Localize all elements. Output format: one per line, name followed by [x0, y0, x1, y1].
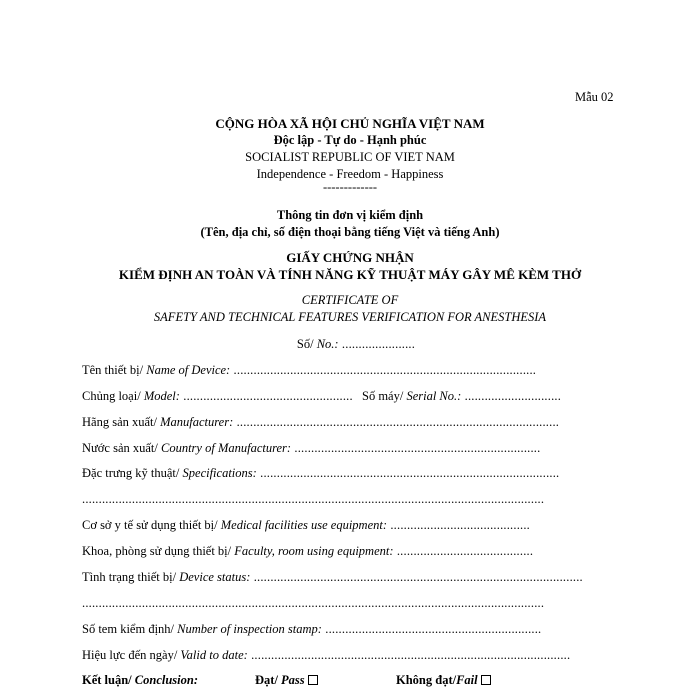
field-device-status-continuation — [82, 596, 544, 611]
pass-checkbox[interactable] — [308, 675, 318, 685]
certificate-title-en-line2: SAFETY AND TECHNICAL FEATURES VERIFICATION FOR ANESTHESIA — [153, 310, 547, 324]
conclusion-label — [82, 673, 198, 688]
fail-label-en: Fail — [456, 673, 478, 687]
certificate-title-en-line1: CERTIFICATE OF — [301, 293, 399, 307]
pass-label-en: Pass — [281, 673, 305, 687]
field-label-en: Model: — [143, 389, 180, 403]
field-device-name — [82, 363, 536, 378]
field-medical-facility — [82, 518, 530, 533]
field-inspection-stamp — [82, 622, 541, 637]
field-label-en: Faculty, room using equipment: — [234, 544, 394, 558]
fail-label-vi: Không đạt/ — [396, 673, 457, 687]
field-label-en: Number of inspection stamp: — [177, 622, 322, 636]
field-dots: ........................................................................................................................................... — [82, 596, 545, 610]
field-model — [82, 389, 353, 404]
field-label-en: Country of Manufacturer: — [161, 441, 292, 455]
field-serial — [362, 389, 561, 404]
field-label-en: Specifications: — [182, 466, 257, 480]
field-dots: ................................................................. — [321, 622, 542, 636]
pass-option[interactable] — [255, 673, 318, 688]
field-label-vi: Tình trạng thiết bị/ — [82, 570, 180, 584]
field-dots: ......................................... — [393, 544, 534, 558]
field-manufacturer — [82, 415, 559, 430]
org-info-title: Thông tin đơn vị kiểm định — [276, 208, 424, 222]
field-faculty-room — [82, 544, 533, 559]
field-country-of-manufacturer — [82, 441, 540, 456]
number-dots: ...................... — [338, 337, 416, 351]
field-specifications — [82, 466, 559, 481]
certificate-title-vi-line2: KIỂM ĐỊNH AN TOÀN VÀ TÍNH NĂNG KỸ THUẬT MÁY GÂY MÊ KÈM THỞ — [118, 267, 582, 282]
field-dots: ................................................................................................... — [250, 570, 583, 584]
field-label-en: Manufacturer: — [160, 415, 234, 429]
field-specifications-continuation — [82, 492, 544, 507]
field-label-vi: Tên thiết bị/ — [82, 363, 147, 377]
field-dots: .......................................................................... — [291, 441, 541, 455]
field-label-en: Serial No.: — [406, 389, 462, 403]
field-dots: ............................. — [461, 389, 562, 403]
field-label-vi: Cơ sở y tế sử dụng thiết bị/ — [82, 518, 221, 532]
field-valid-to-date — [82, 648, 570, 663]
number-label-en: No.: — [316, 337, 339, 351]
certificate-number — [0, 337, 700, 352]
field-label-vi: Hãng sản xuất/ — [82, 415, 161, 429]
country-name-en: SOCIALIST REPUBLIC OF VIET NAM — [245, 150, 455, 164]
field-label-en: Name of Device: — [146, 363, 231, 377]
motto-en: Independence - Freedom - Happiness — [256, 167, 444, 181]
form-code: Mẫu 02 — [575, 90, 614, 104]
field-label-vi: Số máy/ — [362, 389, 407, 403]
number-label-vi: Số/ — [296, 337, 317, 351]
field-dots: .......................................... — [387, 518, 531, 532]
field-dots: ................................................... — [179, 389, 353, 403]
field-dots: ........................................................................................... — [230, 363, 537, 377]
field-dots: ................................................................................................. — [233, 415, 560, 429]
field-label-vi: Số tem kiểm định/ — [82, 622, 178, 636]
field-label-vi: Nước sản xuất/ — [82, 441, 161, 455]
conclusion-label-en: Conclusion: — [134, 673, 199, 687]
field-device-status — [82, 570, 583, 585]
fail-option[interactable] — [396, 673, 491, 688]
field-label-en: Device status: — [179, 570, 251, 584]
country-name-vi: CỘNG HÒA XÃ HỘI CHỦ NGHĨA VIỆT NAM — [215, 116, 485, 131]
field-dots: .......................................................................................... — [256, 466, 560, 480]
conclusion-label-vi: Kết luận/ — [82, 673, 135, 687]
header-separator: ------------- — [322, 180, 378, 194]
field-label-vi: Đặc trưng kỹ thuật/ — [82, 466, 183, 480]
pass-label-vi: Đạt/ — [255, 673, 282, 687]
field-label-en: Medical facilities use equipment: — [220, 518, 388, 532]
field-label-en: Valid to date: — [180, 648, 248, 662]
field-label-vi: Chủng loại/ — [82, 389, 144, 403]
field-dots: ........................................................................................................................................... — [82, 492, 545, 506]
field-label-vi: Khoa, phòng sử dụng thiết bị/ — [82, 544, 235, 558]
field-label-vi: Hiệu lực đến ngày/ — [82, 648, 181, 662]
fail-checkbox[interactable] — [481, 675, 491, 685]
org-info-subtitle: (Tên, địa chỉ, số điện thoại bằng tiếng Việt và tiếng Anh) — [200, 225, 500, 239]
motto-vi: Độc lập - Tự do - Hạnh phúc — [273, 133, 427, 147]
certificate-title-vi-line1: GIẤY CHỨNG NHẬN — [286, 250, 414, 265]
field-dots: ................................................................................................ — [247, 648, 571, 662]
